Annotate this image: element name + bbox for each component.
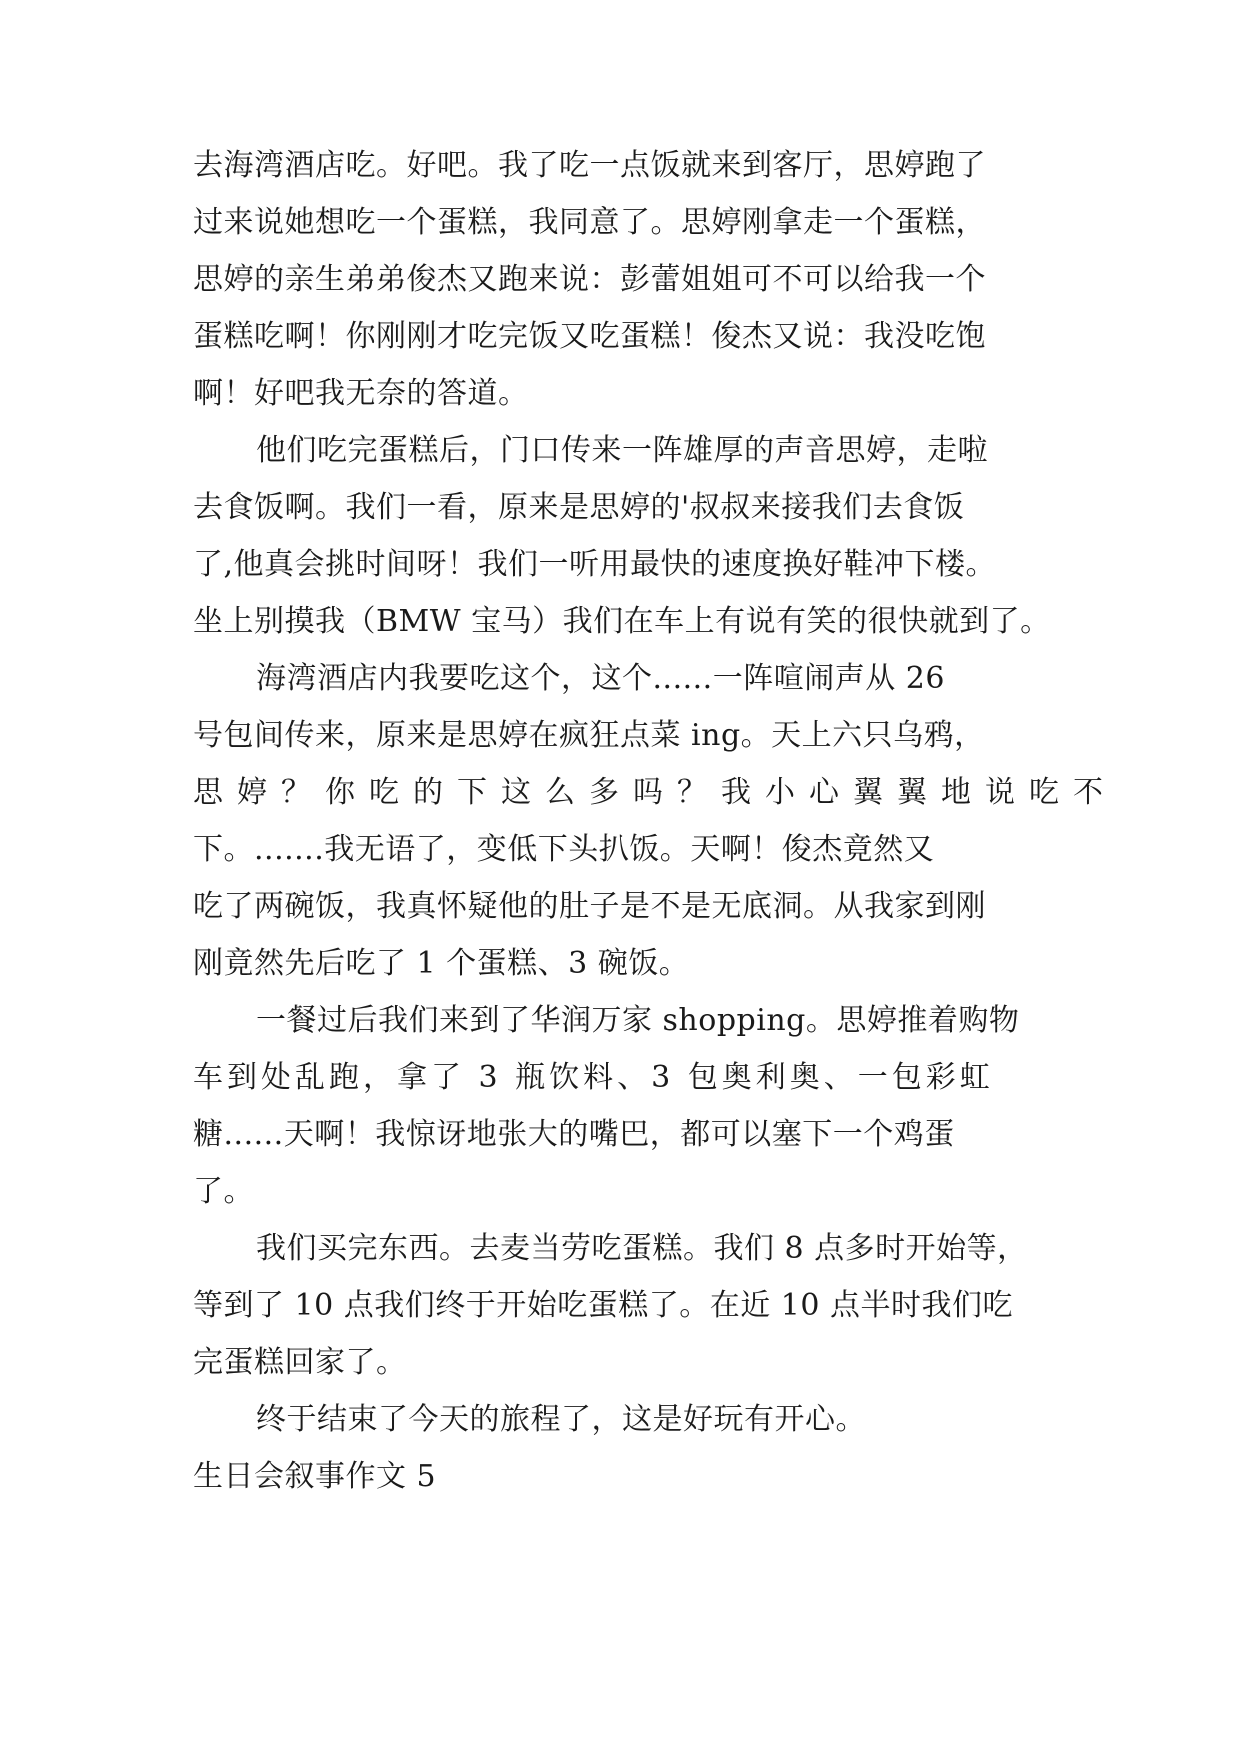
text-line: 车到处乱跑，拿了 3 瓶饮料、3 包奥利奥、一包彩虹 bbox=[193, 1060, 994, 1095]
text-line: 了。 bbox=[193, 1174, 254, 1209]
text-line: 去海湾酒店吃。好吧。我了吃一点饭就来到客厅，思婷跑了 bbox=[193, 148, 986, 183]
text-line: 下。.......我无语了，变低下头扒饭。天啊！俊杰竟然又 bbox=[193, 832, 935, 867]
text-line: 吃了两碗饭，我真怀疑他的肚子是不是无底洞。从我家到刚 bbox=[193, 889, 986, 924]
text-line: 等到了 10 点我们终于开始吃蛋糕了。在近 10 点半时我们吃 bbox=[193, 1288, 1013, 1323]
section-heading: 生日会叙事作文 5 bbox=[193, 1459, 437, 1494]
paragraph-start-line: 一餐过后我们来到了华润万家 shopping。思婷推着购物 bbox=[256, 1003, 1020, 1038]
text-line: 去食饭啊。我们一看，原来是思婷的'叔叔来接我们去食饭 bbox=[193, 490, 965, 525]
text-line: 号包间传来，原来是思婷在疯狂点菜 ing。天上六只乌鸦， bbox=[193, 718, 985, 753]
text-line: 过来说她想吃一个蛋糕，我同意了。思婷刚拿走一个蛋糕， bbox=[193, 205, 986, 240]
text-line: 啊！好吧我无奈的答道。 bbox=[193, 376, 529, 411]
text-line: 了,他真会挑时间呀！我们一听用最快的速度换好鞋冲下楼。 bbox=[193, 547, 997, 582]
text-line: 思婷？你吃的下这么多吗？我小心翼翼地说吃不 bbox=[193, 775, 1117, 810]
text-line: 糖......天啊！我惊讶地张大的嘴巴，都可以塞下一个鸡蛋 bbox=[193, 1117, 955, 1152]
text-line: 思婷的亲生弟弟俊杰又跑来说：彭蕾姐姐可不可以给我一个 bbox=[193, 262, 986, 297]
paragraph-start-line: 他们吃完蛋糕后，门口传来一阵雄厚的声音思婷，走啦 bbox=[256, 433, 988, 468]
paragraph-start-line: 我们买完东西。去麦当劳吃蛋糕。我们 8 点多时开始等， bbox=[256, 1231, 1028, 1266]
text-line: 完蛋糕回家了。 bbox=[193, 1345, 407, 1380]
text-line: 坐上别摸我（BMW 宝马）我们在车上有说有笑的很快就到了。 bbox=[193, 604, 1051, 639]
paragraph-start-line: 海湾酒店内我要吃这个，这个......一阵喧闹声从 26 bbox=[256, 661, 945, 696]
paragraph-start-line: 终于结束了今天的旅程了，这是好玩有开心。 bbox=[256, 1402, 866, 1437]
text-line: 蛋糕吃啊！你刚刚才吃完饭又吃蛋糕！俊杰又说：我没吃饱 bbox=[193, 319, 986, 354]
text-line: 刚竟然先后吃了 1 个蛋糕、3 碗饭。 bbox=[193, 946, 690, 981]
